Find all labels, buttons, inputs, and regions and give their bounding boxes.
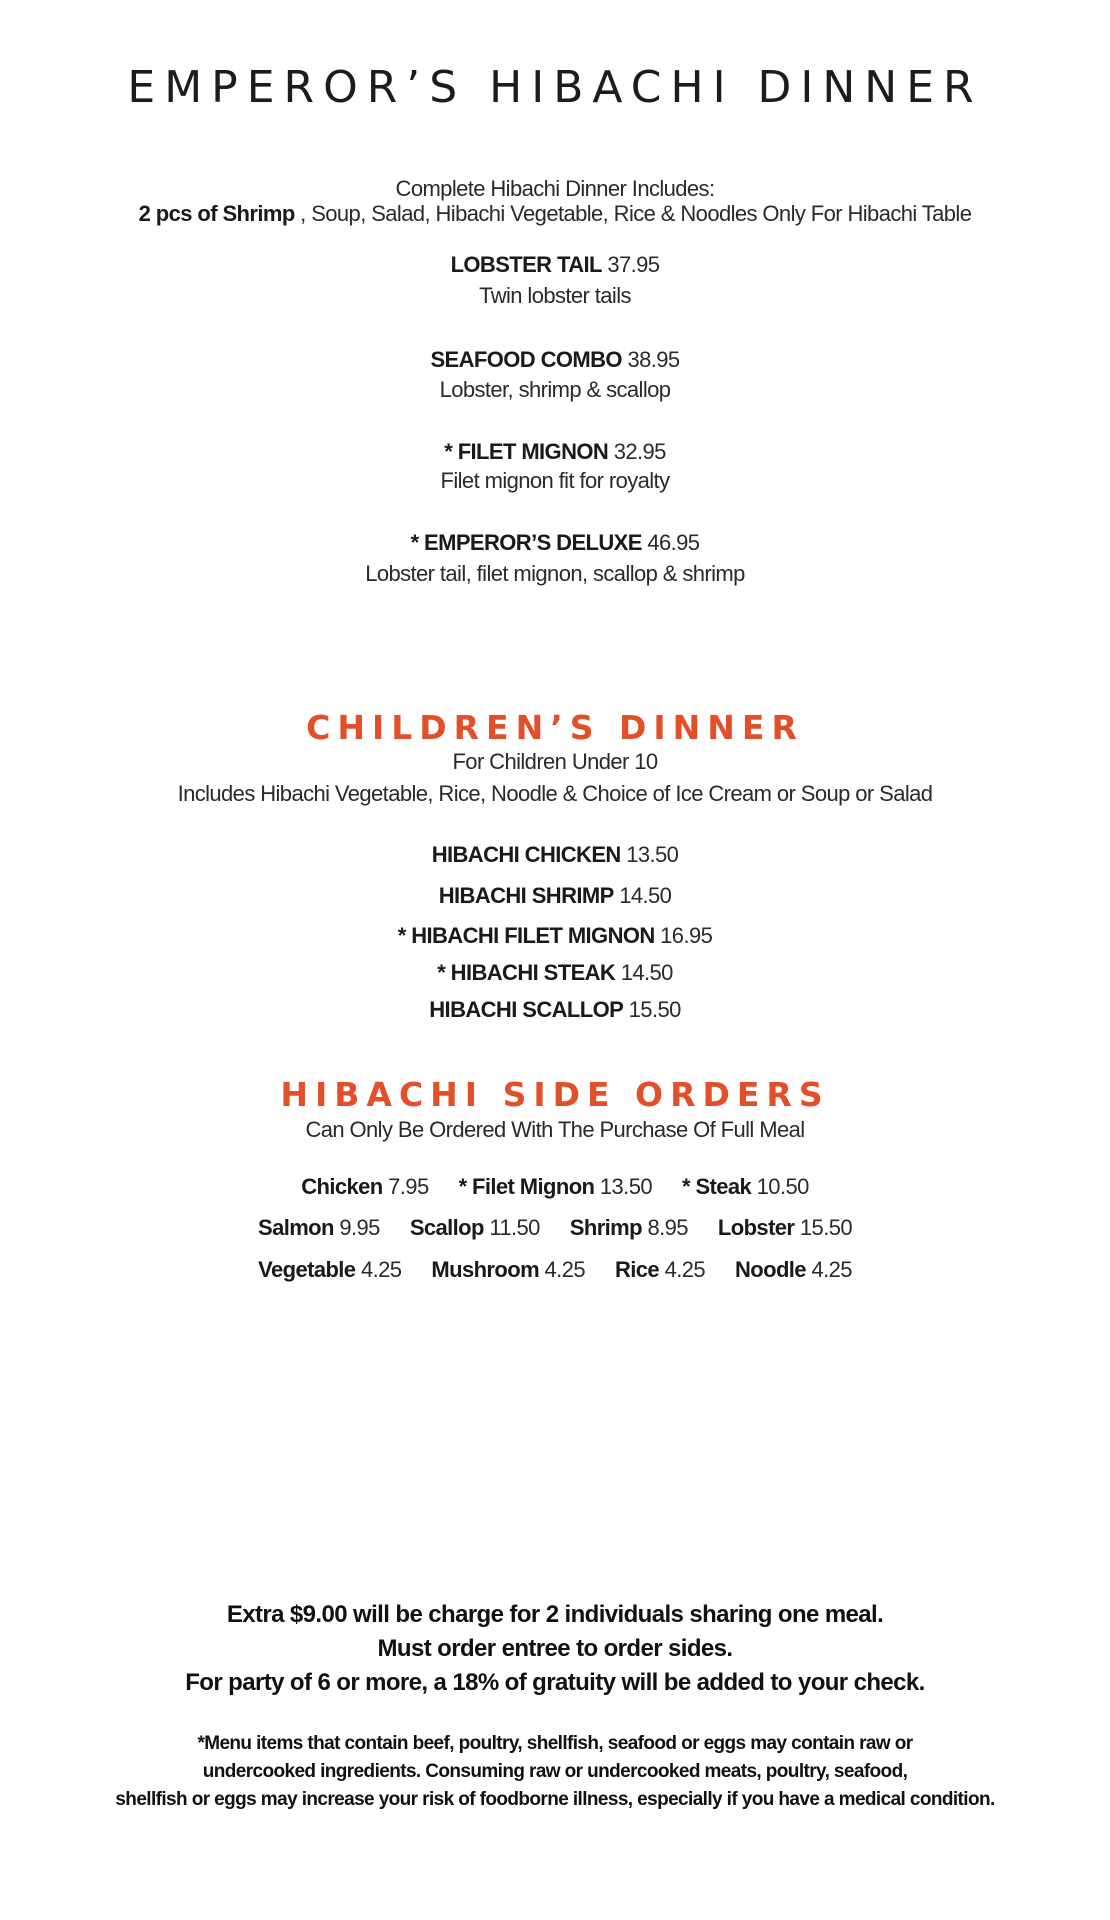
item-price: 4.25 [544, 1257, 585, 1282]
includes-intro: Complete Hibachi Dinner Includes: [395, 176, 715, 201]
item-name: Salmon [258, 1215, 334, 1240]
disclaimer-line: shellfish or eggs may increase your risk of foodborne illness, especially if you have a medical condition. [115, 1789, 995, 1810]
children-item [0, 997, 1110, 1023]
children-item [0, 842, 1110, 868]
item-price: 46.95 [647, 530, 700, 555]
children-section-title: CHILDREN’S DINNER [306, 708, 804, 747]
children-item [0, 883, 1110, 909]
item-name: HIBACHI SHRIMP [438, 883, 614, 908]
children-includes: Includes Hibachi Vegetable, Rice, Noodle & Choice of Ice Cream or Soup or Salad [177, 781, 933, 806]
menu-item-seafood-combo [0, 347, 1110, 373]
item-price: 4.25 [664, 1257, 705, 1282]
side-item [735, 1257, 852, 1283]
item-price: 7.95 [388, 1174, 429, 1199]
item-name: Lobster [717, 1215, 795, 1240]
entree-required-note: Must order entree to order sides. [377, 1635, 733, 1662]
item-name: * Filet Mignon [458, 1174, 595, 1199]
item-name: Shrimp [569, 1215, 642, 1240]
children-item [0, 960, 1110, 986]
item-price: 11.50 [489, 1215, 540, 1240]
side-item [301, 1174, 428, 1200]
item-price: 8.95 [647, 1215, 688, 1240]
side-item [258, 1257, 401, 1283]
item-price: 32.95 [613, 439, 666, 464]
page-title: EMPEROR’S HIBACHI DINNER [127, 62, 983, 113]
item-name: * Steak [681, 1174, 752, 1199]
item-price: 15.50 [799, 1215, 852, 1240]
item-price: 38.95 [627, 347, 680, 372]
children-subtitle: For Children Under 10 [452, 749, 658, 774]
item-name: * HIBACHI FILET MIGNON [397, 923, 655, 948]
includes-rest: , Soup, Salad, Hibachi Vegetable, Rice & Noodles Only For Hibachi Table [294, 201, 972, 226]
item-price: 13.50 [626, 842, 679, 867]
disclaimer-line: *Menu items that contain beef, poultry, shellfish, seafood or eggs may contain raw or [197, 1733, 913, 1754]
item-description: Lobster, shrimp & scallop [439, 377, 671, 402]
item-name: Mushroom [431, 1257, 540, 1282]
item-price: 4.25 [811, 1257, 852, 1282]
item-name: Vegetable [258, 1257, 356, 1282]
children-item [0, 923, 1110, 949]
menu-item-filet-mignon [0, 439, 1110, 465]
item-price: 13.50 [599, 1174, 652, 1199]
side-item [459, 1174, 652, 1200]
item-name: SEAFOOD COMBO [430, 347, 622, 372]
side-item [570, 1215, 688, 1241]
side-item [258, 1215, 380, 1241]
item-price: 9.95 [339, 1215, 380, 1240]
item-price: 4.25 [360, 1257, 402, 1282]
item-name: * FILET MIGNON [444, 439, 609, 464]
item-price: 14.50 [620, 960, 673, 985]
sides-row [0, 1215, 1110, 1241]
menu-item-emperors-deluxe [0, 530, 1110, 556]
item-price: 14.50 [619, 883, 672, 908]
item-description: Filet mignon fit for royalty [440, 468, 670, 493]
includes-bold: 2 pcs of Shrimp [138, 201, 295, 226]
sides-row [0, 1257, 1110, 1283]
side-item [615, 1257, 705, 1283]
item-name: * EMPEROR’S DELUXE [410, 530, 642, 555]
disclaimer-line: undercooked ingredients. Consuming raw or undercooked meats, poultry, seafood, [202, 1761, 908, 1782]
item-description: Lobster tail, filet mignon, scallop & shrimp [365, 561, 745, 586]
gratuity-note: For party of 6 or more, a 18% of gratuity will be added to your check. [185, 1669, 925, 1696]
item-name: HIBACHI SCALLOP [429, 997, 624, 1022]
sides-subtitle: Can Only Be Ordered With The Purchase Of Full Meal [305, 1117, 805, 1142]
item-name: * HIBACHI STEAK [437, 960, 616, 985]
menu-item-lobster-tail [0, 252, 1110, 278]
side-item [718, 1215, 852, 1241]
side-item [682, 1174, 809, 1200]
item-price: 10.50 [756, 1174, 809, 1199]
sharing-charge-note: Extra $9.00 will be charge for 2 individuals sharing one meal. [226, 1601, 884, 1628]
item-name: Noodle [734, 1257, 806, 1282]
item-price: 16.95 [660, 923, 713, 948]
sides-section-title: HIBACHI SIDE ORDERS [280, 1075, 830, 1114]
item-name: Chicken [301, 1174, 383, 1199]
includes-detail [0, 201, 1110, 227]
item-price: 37.95 [607, 252, 660, 277]
sides-row [0, 1174, 1110, 1200]
side-item [431, 1257, 585, 1283]
item-name: LOBSTER TAIL [450, 252, 602, 277]
item-name: HIBACHI CHICKEN [431, 842, 621, 867]
item-name: Scallop [409, 1215, 484, 1240]
side-item [410, 1215, 540, 1241]
item-name: Rice [614, 1257, 660, 1282]
item-description: Twin lobster tails [479, 283, 631, 308]
item-price: 15.50 [628, 997, 681, 1022]
